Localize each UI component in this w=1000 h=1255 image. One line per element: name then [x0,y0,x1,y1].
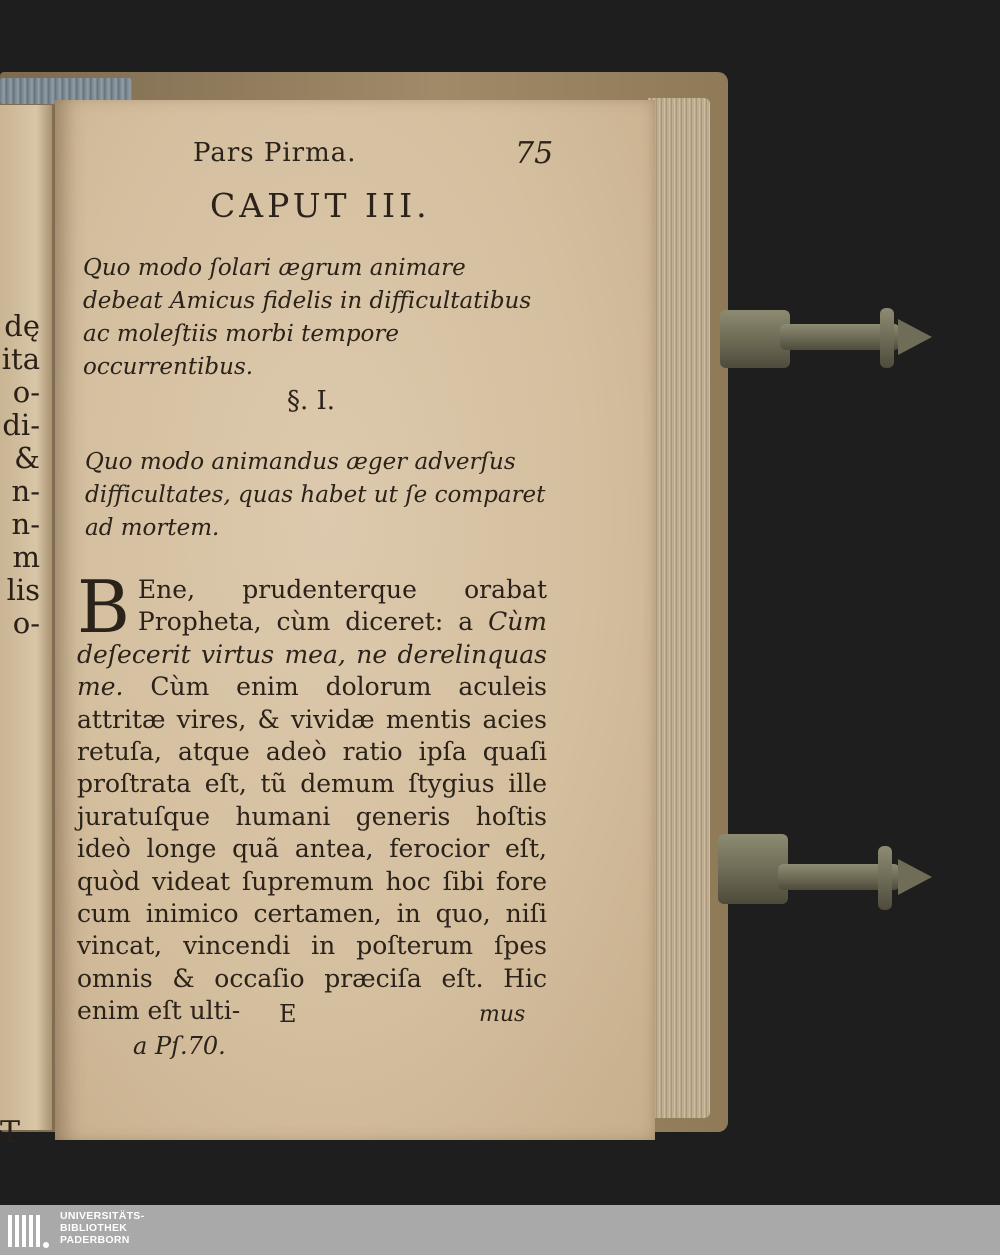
page-edges [648,98,710,1118]
right-page [55,100,655,1140]
left-fragment: ita [1,342,40,376]
body-text-part: Cùm enim dolorum aculeis attritæ vires, & vividæ mentis acies retuſa, atque adeò ratio ipſa quaſi proſtrata eſt, tũ demum ſtygius ille juratuſque humani generis hoſtis ideò longe quã antea, ferocior eſt, quòd videat ſupremum hoc ſibi fore cum inimico certamen, in quo, niſi vincat, vincendi in poſterum ſpes omnis & occaſio præciſa eſt. Hic enim eſt ulti- [77,672,547,1026]
upper-clasp-icon [720,300,935,380]
left-fragment: di- [2,408,40,442]
chapter-summary: Quo modo ſolari ægrum animare debeat Amicus fidelis in difficultatibus ac moleſtiis morbi tempore occurrentibus. [83,255,532,380]
lower-clasp-icon [718,822,936,922]
library-name [60,1210,144,1246]
left-fragment: o- [12,606,40,640]
drop-capital: B [77,565,130,649]
signature-mark: E [279,1000,297,1028]
page-number: 75 [515,136,554,171]
library-name-line: UNIVERSITÄTS- [60,1210,145,1222]
left-fragment: & [14,441,40,475]
left-bottom-letter: T [0,1115,21,1150]
body-text-part: Ene, prudenterque orabat Propheta, cùm diceret: a [137,575,547,637]
left-page-fragments [0,310,40,640]
section-number: §. I. [287,386,336,416]
body-text [77,565,547,1028]
catchword: mus [479,1002,526,1027]
left-fragment: dę [4,309,40,343]
left-fragment: n- [11,507,40,541]
library-logo-icon [6,1211,50,1251]
left-fragment: n- [11,474,40,508]
running-header: Pars Pirma. [193,138,357,168]
left-fragment: o- [12,375,40,409]
library-name-line: BIBLIOTHEK [60,1222,128,1234]
left-fragment: lis [6,573,40,607]
library-footer [0,1205,1000,1255]
section-heading: Quo modo animandus æger adverſus difficultates, quas habet ut ſe comparet ad mortem. [85,449,546,541]
left-fragment: m [12,540,40,574]
chapter-title: CAPUT III. [210,186,431,225]
left-page [0,105,52,1150]
biblical-quote: Cùm deſecerit virtus mea, ne derelinquas me. [77,607,547,702]
library-name-line: PADERBORN [60,1234,130,1246]
footnote: a Pſ.70. [133,1032,226,1060]
